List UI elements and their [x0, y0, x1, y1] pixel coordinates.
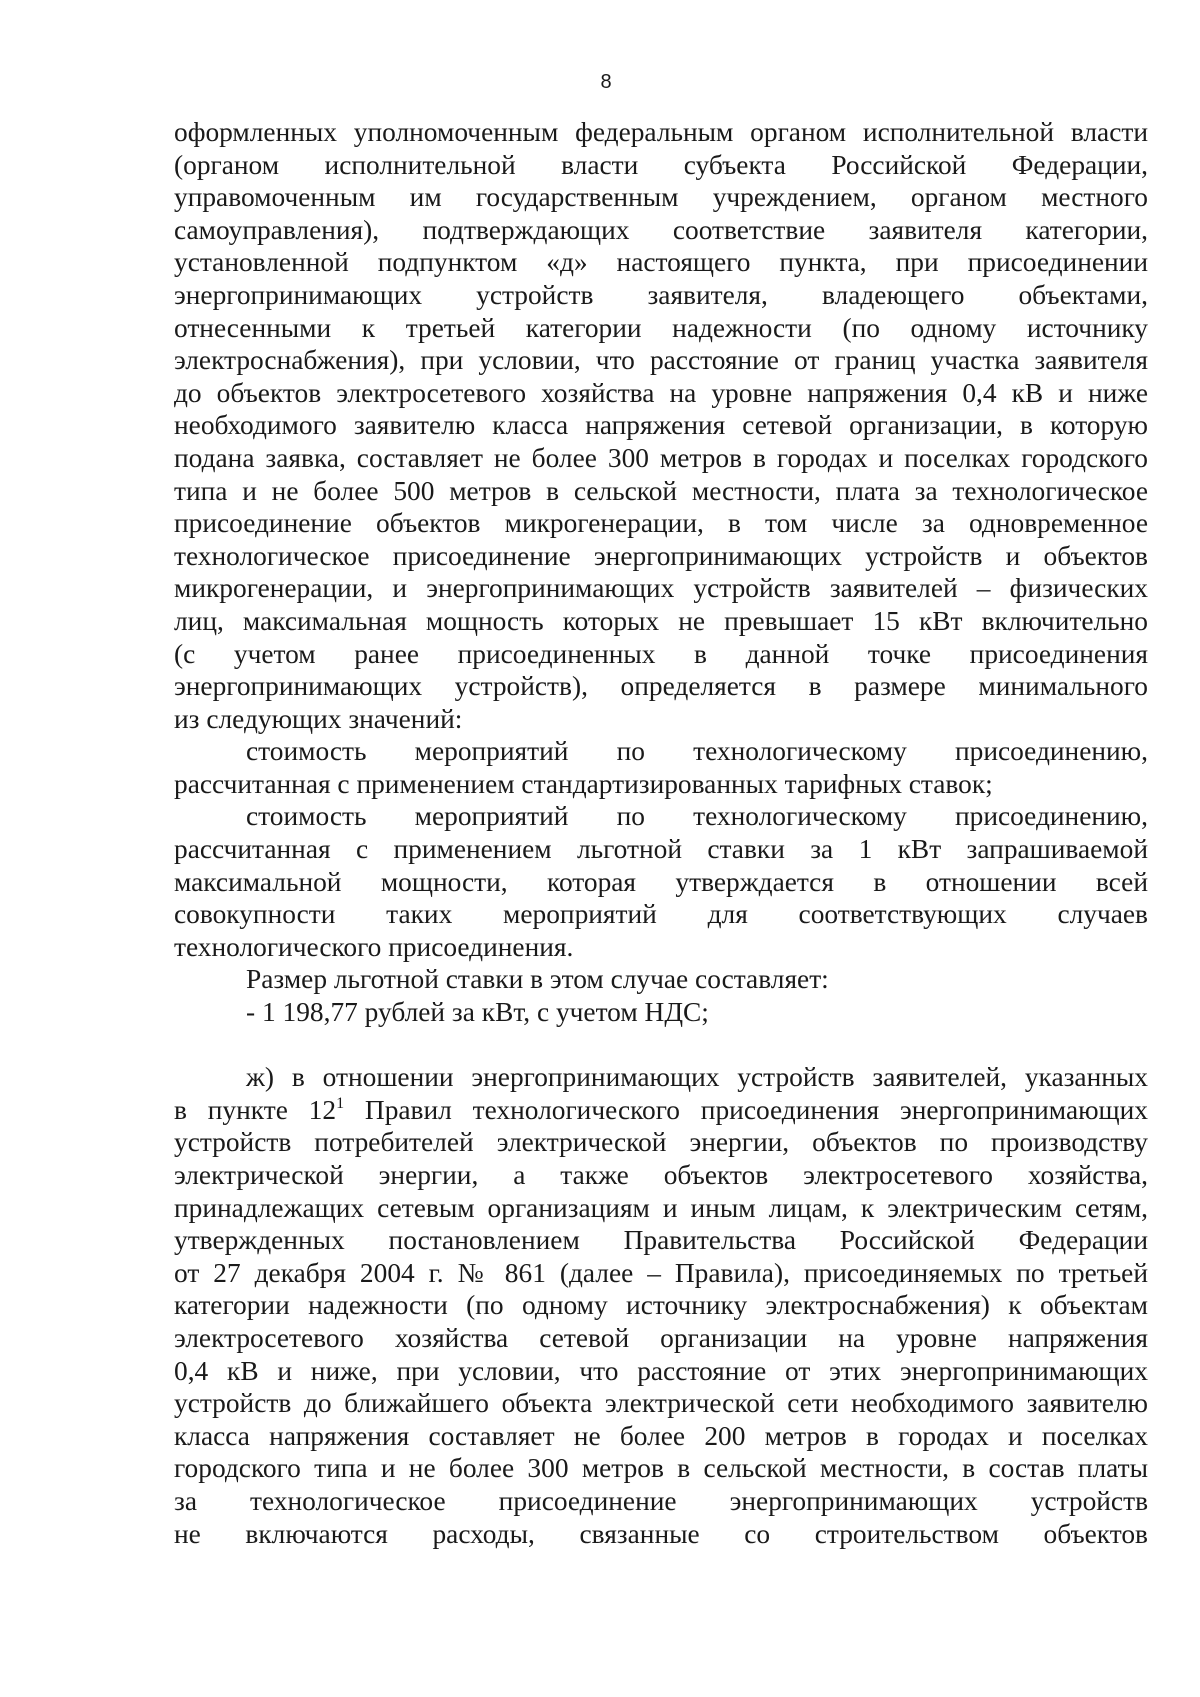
text-line: отнесенными к третьей категории надежности (по одному источнику	[174, 312, 1148, 343]
document-body	[174, 116, 1148, 1550]
paragraph-1	[174, 116, 1148, 735]
text-line: принадлежащих сетевым организациям и иным лицам, к электрическим сетям,	[174, 1192, 1148, 1223]
text-line: максимальной мощности, которая утверждается в отношении всей	[174, 866, 1148, 897]
text-line: стоимость мероприятий по технологическому присоединению,	[246, 736, 1148, 767]
text-line: устройств до ближайшего объекта электрической сети необходимого заявителю	[174, 1388, 1148, 1419]
text-line: ж) в отношении энергопринимающих устройств заявителей, указанных	[246, 1062, 1148, 1093]
text-line: технологического присоединения.	[174, 931, 574, 962]
text-line: рассчитанная с применением стандартизированных тарифных ставок;	[174, 768, 993, 799]
text-line: подана заявка, составляет не более 300 метров в городах и поселках городского	[174, 442, 1148, 473]
text-line: лиц, максимальная мощность которых не превышает 15 кВт включительно	[174, 605, 1148, 636]
text-line: городского типа и не более 300 метров в сельской местности, в состав платы	[174, 1453, 1148, 1484]
text-line: управомоченным им государственным учреждением, органом местного	[174, 182, 1148, 213]
text-line: оформленных уполномоченным федеральным органом исполнительной власти	[174, 117, 1148, 147]
paragraph-3	[174, 800, 1148, 963]
text-line: электросетевого хозяйства сетевой организации на уровне напряжения	[174, 1322, 1148, 1353]
paragraph-6	[174, 1061, 1148, 1550]
superscript: 1	[336, 1094, 345, 1112]
paragraph-4: Размер льготной ставки в этом случае составляет:	[246, 964, 829, 995]
text-line: не включаются расходы, связанные со строительством объектов	[174, 1518, 1148, 1549]
text-line: микрогенерации, и энергопринимающих устройств заявителей – физических	[174, 573, 1148, 604]
text-line: категории надежности (по одному источнику электроснабжения) к объектам	[174, 1290, 1148, 1321]
text-line	[174, 1094, 1148, 1127]
text-line: 0,4 кВ и ниже, при условии, что расстояние от этих энергопринимающих	[174, 1355, 1148, 1386]
text-line: рассчитанная с применением льготной ставки за 1 кВт запрашиваемой	[174, 834, 1148, 865]
text-line: технологическое присоединение энергопринимающих устройств и объектов	[174, 540, 1148, 571]
text-line: стоимость мероприятий по технологическому присоединению,	[246, 801, 1148, 832]
text-run: Правил технологического присоединения энергопринимающих	[344, 1094, 1149, 1125]
text-line: необходимого заявителю класса напряжения сетевой организации, в которую	[174, 410, 1148, 441]
text-line: присоединение объектов микрогенерации, в том числе за одновременное	[174, 508, 1148, 539]
text-line: совокупности таких мероприятий для соответствующих случаев	[174, 899, 1148, 930]
paragraph-2	[174, 735, 1148, 800]
text-line: устройств потребителей электрической энергии, объектов по производству	[174, 1127, 1148, 1158]
paragraph-5: - 1 198,77 рублей за кВт, с учетом НДС;	[246, 997, 709, 1028]
text-line: электроснабжения), при условии, что расстояние от границ участка заявителя	[174, 345, 1148, 376]
text-line: установленной подпунктом «д» настоящего пункта, при присоединении	[174, 247, 1148, 278]
text-line: утвержденных постановлением Правительства Российской Федерации	[174, 1225, 1148, 1256]
text-line: от 27 декабря 2004 г. № 861 (далее – Правила), присоединяемых по третьей	[174, 1257, 1148, 1288]
text-line: (органом исполнительной власти субъекта Российской Федерации,	[174, 149, 1148, 180]
text-line: (с учетом ранее присоединенных в данной точке присоединения	[174, 638, 1148, 669]
text-line: класса напряжения составляет не более 200 метров в городах и поселках	[174, 1420, 1148, 1451]
text-line: самоуправления), подтверждающих соответствие заявителя категории,	[174, 214, 1148, 245]
text-run: в пункте 12	[174, 1094, 337, 1125]
page-number: 8	[600, 71, 612, 93]
text-line: до объектов электросетевого хозяйства на уровне напряжения 0,4 кВ и ниже	[174, 377, 1148, 408]
text-line: типа и не более 500 метров в сельской местности, плата за технологическое	[174, 475, 1148, 506]
paragraph-spacer	[174, 1029, 1148, 1062]
text-line: энергопринимающих устройств), определяется в размере минимального	[174, 671, 1148, 702]
text-line: энергопринимающих устройств заявителя, владеющего объектами,	[174, 279, 1148, 310]
text-line: электрической энергии, а также объектов электросетевого хозяйства,	[174, 1160, 1148, 1190]
text-line: из следующих значений:	[174, 703, 463, 734]
text-line: за технологическое присоединение энергопринимающих устройств	[174, 1485, 1148, 1516]
